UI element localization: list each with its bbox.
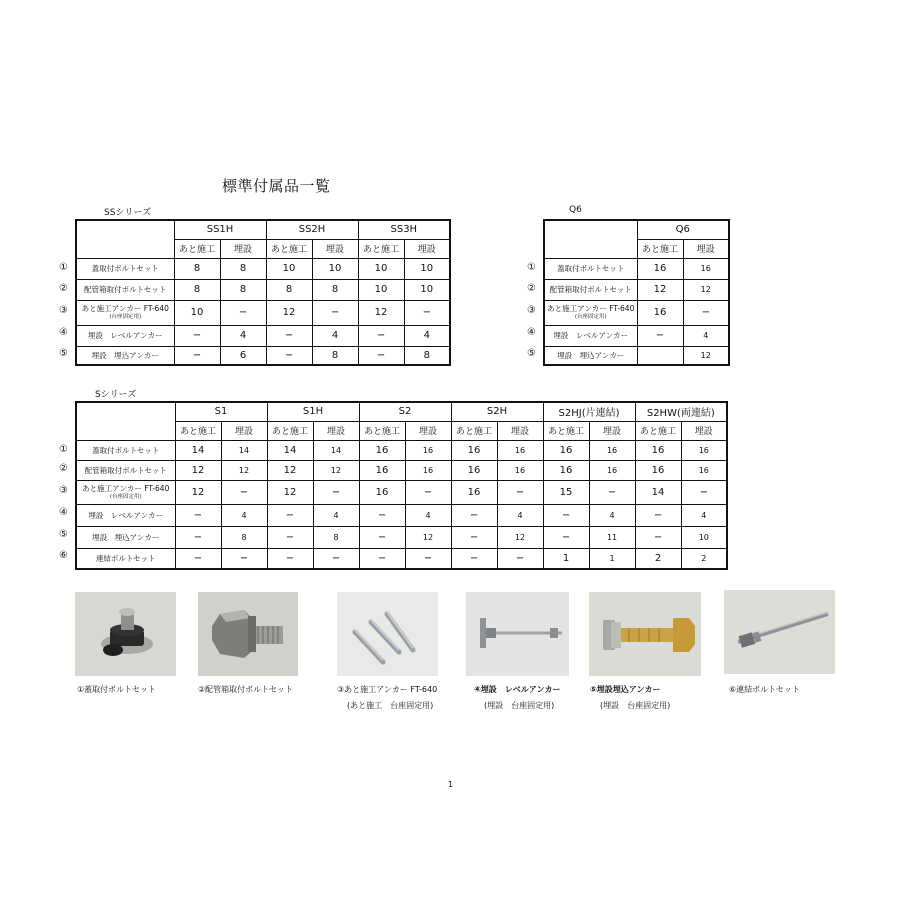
- sub-header-maisetsu: 埋設: [220, 239, 266, 258]
- sub-header-atosekou: あと施工: [358, 239, 404, 258]
- sub-header-maisetsu: 埋設: [312, 239, 358, 258]
- table-row: [76, 346, 450, 365]
- cell-value: −: [175, 504, 221, 526]
- cell-value: 16: [359, 480, 405, 504]
- cell-value: −: [313, 480, 359, 504]
- ss-series-table: [75, 219, 451, 366]
- cell-value: 8: [174, 258, 220, 279]
- cell-value: 16: [543, 460, 589, 480]
- row-number: ④: [59, 507, 68, 518]
- cell-value: 12: [313, 460, 359, 480]
- cell-value: −: [267, 548, 313, 569]
- table-row: [76, 548, 727, 569]
- level-anchor-photo: [466, 592, 569, 676]
- cell-value: 14: [635, 480, 681, 504]
- photo-caption: ①蓋取付ボルトセット: [77, 685, 156, 694]
- cell-value: −: [359, 504, 405, 526]
- cell-value: 16: [405, 460, 451, 480]
- sub-header-atosekou: あと施工: [267, 421, 313, 440]
- sub-header-atosekou: あと施工: [451, 421, 497, 440]
- cell-value: 4: [405, 504, 451, 526]
- sub-header-maisetsu: 埋設: [497, 421, 543, 440]
- cell-value: 4: [683, 325, 729, 346]
- cell-value: −: [589, 480, 635, 504]
- cell-value: 8: [313, 526, 359, 548]
- row-number: ⑤: [59, 529, 68, 540]
- row-label: 配管箱取付ボルトセット: [544, 279, 637, 300]
- table-row: [76, 279, 450, 300]
- cell-value: 16: [681, 440, 727, 460]
- cell-value: −: [359, 526, 405, 548]
- embed-anchor-photo: [589, 592, 701, 676]
- ss-series-label: SSシリーズ: [104, 208, 151, 218]
- row-number: ②: [527, 283, 536, 294]
- sub-header-atosekou: あと施工: [266, 239, 312, 258]
- s-series-label: Sシリーズ: [95, 390, 137, 400]
- cell-value: 16: [497, 440, 543, 460]
- page-title: 標準付属品一覧: [222, 177, 331, 195]
- cell-value: 12: [175, 480, 221, 504]
- model-header: S2: [359, 402, 451, 421]
- cell-value: 12: [683, 279, 729, 300]
- cell-value: 12: [267, 460, 313, 480]
- cell-value: 16: [451, 480, 497, 504]
- cell-value: −: [451, 526, 497, 548]
- cell-value: −: [637, 325, 683, 346]
- cell-value: 10: [174, 300, 220, 325]
- header-blank-cell: [544, 220, 637, 258]
- cell-value: 15: [543, 480, 589, 504]
- row-label: あと施工アンカー FT-640 (台座固定用): [76, 300, 174, 325]
- header-blank-cell: [76, 402, 175, 440]
- cell-value: 4: [681, 504, 727, 526]
- q6-series-label: Q6: [569, 205, 582, 215]
- cell-value: 16: [451, 440, 497, 460]
- cell-value: 4: [312, 325, 358, 346]
- row-label: 蓋取付ボルトセット: [544, 258, 637, 279]
- cell-value: [637, 346, 683, 365]
- cell-value: 14: [221, 440, 267, 460]
- row-number: ③: [59, 485, 68, 496]
- cell-value: 8: [404, 346, 450, 365]
- cell-value: 16: [589, 460, 635, 480]
- cell-value: −: [683, 300, 729, 325]
- row-label: 蓋取付ボルトセット: [76, 258, 174, 279]
- cell-value: −: [312, 300, 358, 325]
- row-label: 埋設 レベルアンカー: [76, 504, 175, 526]
- row-number: ⑥: [59, 550, 68, 561]
- cell-value: 10: [404, 279, 450, 300]
- row-number: ③: [59, 305, 68, 316]
- model-header: S2HW(両連結): [635, 402, 727, 421]
- photo-caption: ⑥連結ボルトセット: [729, 685, 800, 694]
- header-blank-cell: [76, 220, 174, 258]
- table-row: [76, 440, 727, 460]
- row-label: 埋設 埋込アンカー: [544, 346, 637, 365]
- row-number: ⑤: [527, 348, 536, 359]
- cell-value: −: [359, 548, 405, 569]
- sub-header-maisetsu: 埋設: [589, 421, 635, 440]
- page-number: 1: [448, 780, 454, 789]
- cell-value: 8: [312, 346, 358, 365]
- cell-value: 16: [451, 460, 497, 480]
- cell-value: −: [174, 325, 220, 346]
- cell-value: −: [405, 480, 451, 504]
- cell-value: 12: [358, 300, 404, 325]
- table-row: [76, 325, 450, 346]
- row-label: 埋設 埋込アンカー: [76, 526, 175, 548]
- cell-value: −: [451, 548, 497, 569]
- sub-header-atosekou: あと施工: [359, 421, 405, 440]
- photo-caption-sub: (埋設 台座固定用): [600, 701, 671, 710]
- model-header: S2HJ(片連結): [543, 402, 635, 421]
- sub-header-atosekou: あと施工: [174, 239, 220, 258]
- cell-value: 12: [266, 300, 312, 325]
- cell-value: 10: [266, 258, 312, 279]
- photo-caption-sub: (あと施工 台座固定用): [347, 701, 434, 710]
- cell-value: −: [175, 548, 221, 569]
- cell-value: 4: [404, 325, 450, 346]
- cell-value: 11: [589, 526, 635, 548]
- cell-value: 16: [405, 440, 451, 460]
- cell-value: −: [635, 526, 681, 548]
- cell-value: −: [681, 480, 727, 504]
- table-row: [76, 300, 450, 325]
- cell-value: −: [221, 480, 267, 504]
- model-header: S2H: [451, 402, 543, 421]
- cell-value: −: [358, 346, 404, 365]
- sub-header-atosekou: あと施工: [175, 421, 221, 440]
- q6-table: [543, 219, 730, 366]
- table-row: [76, 526, 727, 548]
- sub-header-maisetsu: 埋設: [681, 421, 727, 440]
- model-header: SS3H: [358, 220, 450, 239]
- cell-value: 8: [312, 279, 358, 300]
- cell-value: 16: [543, 440, 589, 460]
- cell-value: −: [451, 504, 497, 526]
- table-row: [76, 504, 727, 526]
- cell-value: −: [358, 325, 404, 346]
- cell-value: 10: [312, 258, 358, 279]
- cell-value: 10: [681, 526, 727, 548]
- cell-value: 16: [635, 440, 681, 460]
- table-row: [76, 258, 450, 279]
- cell-value: 16: [359, 460, 405, 480]
- cell-value: −: [267, 526, 313, 548]
- sub-header-atosekou: あと施工: [543, 421, 589, 440]
- row-number: ②: [59, 463, 68, 474]
- row-number: ②: [59, 283, 68, 294]
- cell-value: 1: [543, 548, 589, 569]
- model-header: SS2H: [266, 220, 358, 239]
- cell-value: 1: [589, 548, 635, 569]
- row-label: 配管箱取付ボルトセット: [76, 460, 175, 480]
- connecting-bolt-photo: [724, 590, 835, 674]
- cell-value: −: [220, 300, 266, 325]
- row-label: 配管箱取付ボルトセット: [76, 279, 174, 300]
- table-row: [544, 346, 729, 365]
- row-number: ①: [59, 262, 68, 273]
- row-label: 連結ボルトセット: [76, 548, 175, 569]
- cell-value: −: [266, 346, 312, 365]
- cell-value: 10: [404, 258, 450, 279]
- cell-value: −: [313, 548, 359, 569]
- cell-value: 10: [358, 258, 404, 279]
- row-label: 埋設 レベルアンカー: [544, 325, 637, 346]
- photo-caption: ⑤埋設埋込アンカー: [590, 685, 661, 694]
- row-number: ⑤: [59, 348, 68, 359]
- cell-value: −: [543, 526, 589, 548]
- cell-value: 12: [267, 480, 313, 504]
- cell-value: 14: [175, 440, 221, 460]
- cell-value: 14: [313, 440, 359, 460]
- photo-caption: ④埋設 レベルアンカー: [474, 685, 561, 694]
- bolt-washer-photo: [75, 592, 176, 676]
- cell-value: 6: [220, 346, 266, 365]
- cell-value: 2: [635, 548, 681, 569]
- table-row: [76, 480, 727, 504]
- cell-value: 16: [637, 300, 683, 325]
- cell-value: −: [174, 346, 220, 365]
- cell-value: 16: [589, 440, 635, 460]
- cell-value: 16: [683, 258, 729, 279]
- row-number: ①: [59, 444, 68, 455]
- cell-value: −: [404, 300, 450, 325]
- cell-value: 4: [313, 504, 359, 526]
- cell-value: 16: [637, 258, 683, 279]
- cell-value: −: [267, 504, 313, 526]
- table-row: [544, 279, 729, 300]
- cell-value: 12: [683, 346, 729, 365]
- cell-value: −: [497, 548, 543, 569]
- cell-value: 12: [405, 526, 451, 548]
- sub-header-atosekou: あと施工: [637, 239, 683, 258]
- cell-value: 8: [221, 526, 267, 548]
- model-header: Q6: [637, 220, 729, 239]
- cell-value: 8: [174, 279, 220, 300]
- cell-value: 2: [681, 548, 727, 569]
- cell-value: 12: [175, 460, 221, 480]
- photo-caption-sub: (埋設 台座固定用): [484, 701, 555, 710]
- cell-value: 4: [589, 504, 635, 526]
- row-number: ④: [527, 327, 536, 338]
- cell-value: 10: [358, 279, 404, 300]
- row-label: 蓋取付ボルトセット: [76, 440, 175, 460]
- cell-value: 8: [220, 258, 266, 279]
- sub-header-atosekou: あと施工: [635, 421, 681, 440]
- photo-caption: ③あと施工アンカー FT-640: [337, 685, 438, 694]
- row-label: あと施工アンカー FT-640 (台座固定用): [76, 480, 175, 504]
- cell-value: −: [175, 526, 221, 548]
- sub-header-maisetsu: 埋設: [313, 421, 359, 440]
- cell-value: 12: [497, 526, 543, 548]
- cell-value: 8: [266, 279, 312, 300]
- cell-value: 16: [497, 460, 543, 480]
- sub-header-maisetsu: 埋設: [404, 239, 450, 258]
- cell-value: 16: [635, 460, 681, 480]
- cell-value: 4: [220, 325, 266, 346]
- sub-header-maisetsu: 埋設: [405, 421, 451, 440]
- photo-caption: ②配管箱取付ボルトセット: [198, 685, 293, 694]
- model-header: S1: [175, 402, 267, 421]
- sub-header-maisetsu: 埋設: [683, 239, 729, 258]
- cell-value: 14: [267, 440, 313, 460]
- cell-value: −: [497, 480, 543, 504]
- table-row: [544, 300, 729, 325]
- cell-value: −: [543, 504, 589, 526]
- cell-value: 16: [681, 460, 727, 480]
- table-row: [76, 460, 727, 480]
- anchor-bolts-photo: [337, 592, 438, 676]
- row-label: 埋設 レベルアンカー: [76, 325, 174, 346]
- row-label: 埋設 埋込アンカー: [76, 346, 174, 365]
- hex-bolt-photo: [198, 592, 298, 676]
- table-row: [544, 258, 729, 279]
- cell-value: 12: [637, 279, 683, 300]
- s-series-table: [75, 401, 728, 570]
- model-header: S1H: [267, 402, 359, 421]
- cell-value: −: [221, 548, 267, 569]
- cell-value: 12: [221, 460, 267, 480]
- cell-value: 8: [220, 279, 266, 300]
- table-row: [544, 325, 729, 346]
- cell-value: 4: [497, 504, 543, 526]
- sub-header-maisetsu: 埋設: [221, 421, 267, 440]
- row-number: ③: [527, 305, 536, 316]
- cell-value: −: [266, 325, 312, 346]
- model-header: SS1H: [174, 220, 266, 239]
- row-number: ①: [527, 262, 536, 273]
- cell-value: −: [405, 548, 451, 569]
- cell-value: 4: [221, 504, 267, 526]
- cell-value: −: [635, 504, 681, 526]
- cell-value: 16: [359, 440, 405, 460]
- row-number: ④: [59, 327, 68, 338]
- row-label: あと施工アンカー FT-640 (台座固定用): [544, 300, 637, 325]
